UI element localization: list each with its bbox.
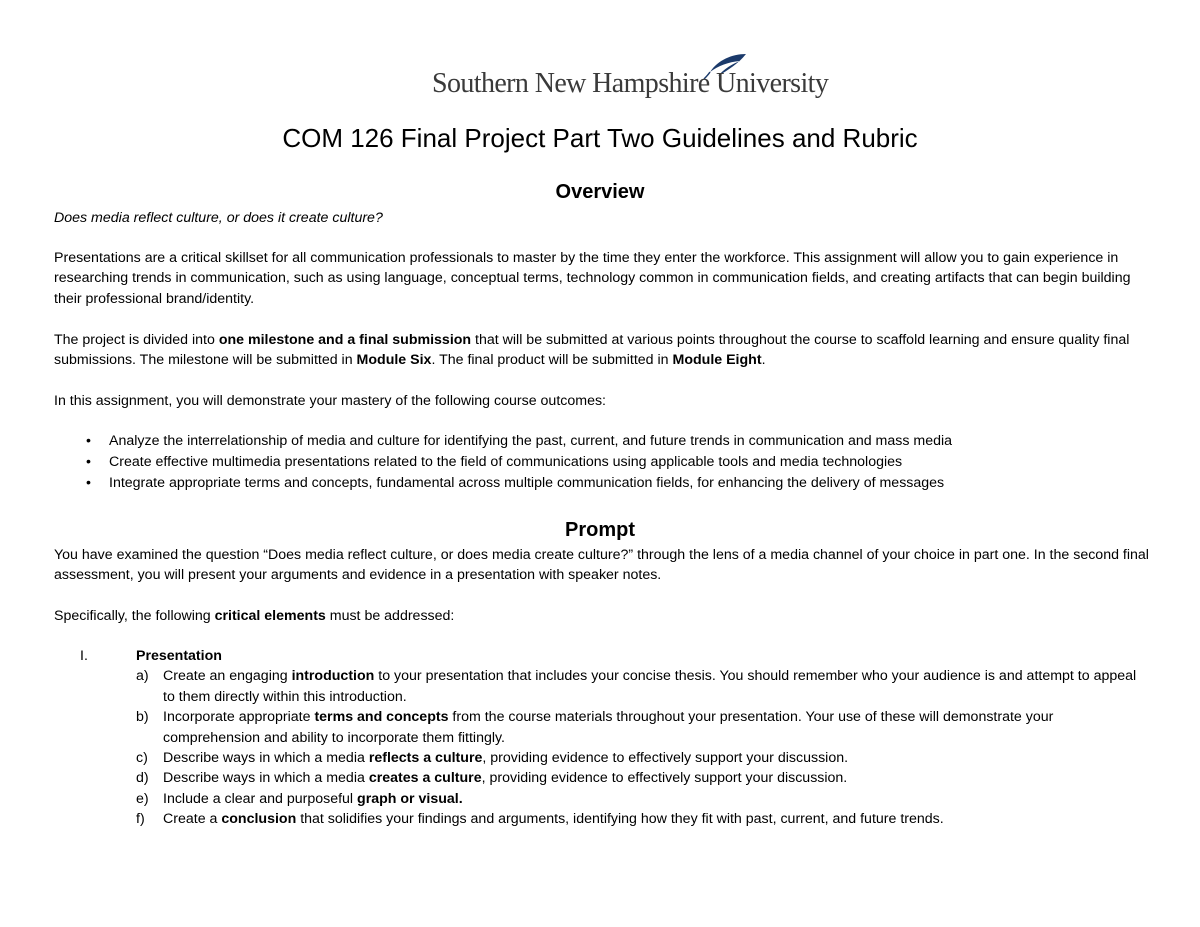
overview-heading: Overview <box>555 181 645 203</box>
prompt-paragraph-2: Specifically, the following critical elements must be addressed: <box>54 608 455 624</box>
logo-wordmark: Southern New Hampshire University <box>432 68 829 99</box>
item-letter: b) <box>136 709 149 726</box>
bullet-icon: • <box>86 475 91 492</box>
item-letter: d) <box>136 770 149 787</box>
overview-paragraph-2: The project is divided into one milestone and a final submission that will be submitted at various points throughout the course to scaffold learning and ensure quality final submissions. The milestone will be submitted in Module Six. The final product will be submitted in Module Eight. <box>54 332 1130 369</box>
university-logo <box>432 52 829 104</box>
outline-item: c) Describe ways in which a media reflects a culture, providing evidence to effectively support your discussion. <box>54 748 1143 768</box>
outline-section <box>54 646 1154 666</box>
section-label: Presentation <box>136 648 222 664</box>
bullet-icon: • <box>86 454 91 471</box>
page-title: COM 126 Final Project Part Two Guidelines and Rubric <box>282 123 918 153</box>
list-item: • Analyze the interrelationship of media and culture for identifying the past, current, and future trends in communication and mass media <box>54 431 1154 452</box>
item-letter: f) <box>136 811 145 828</box>
prompt-paragraph-1: You have examined the question “Does media reflect culture, or does media create culture?” through the lens of a media channel of your choice in part one. In the second final assessment, you will present your arguments and evidence in a presentation with speaker notes. <box>54 547 1149 584</box>
item-letter: a) <box>136 668 149 685</box>
overview-paragraph-3: In this assignment, you will demonstrate your mastery of the following course outcomes: <box>54 393 606 409</box>
prompt-heading: Prompt <box>565 519 635 541</box>
outline-item: b) Incorporate appropriate terms and concepts from the course materials throughout your presentation. Your use of these will demonstrate your comprehension and ability to incorporate them fittingly. <box>136 709 1054 746</box>
outline-item: f) Create a conclusion that solidifies your findings and arguments, identifying how they fit with past, current, and future trends. <box>54 809 1143 829</box>
course-outcomes-list <box>54 431 1154 495</box>
item-letter: e) <box>136 790 149 807</box>
bullet-icon: • <box>86 433 91 449</box>
roman-numeral: I. <box>80 648 88 664</box>
outline-item: a) Create an engaging introduction to your presentation that includes your concise thesis. You should remember who your audience is and attempt to appeal to them directly within this introduction. <box>136 668 1137 705</box>
outline-item: d) Describe ways in which a media creates a culture, providing evidence to effectively support your discussion. <box>54 768 1143 788</box>
overview-paragraph-1: Presentations are a critical skillset for all communication professionals to master by the time they enter the workforce. This assignment will allow you to gain experience in researching trends in communication, such as using language, conceptual terms, technology common in communication fields, and creating artifacts that can begin building their professional brand/identity. <box>54 250 1131 307</box>
list-item: • Create effective multimedia presentations related to the field of communications using applicable tools and media technologies <box>54 452 1154 473</box>
critical-elements-outline <box>54 646 1154 830</box>
outline-item: e) Include a clear and purposeful graph or visual. <box>54 789 1143 809</box>
overview-question: Does media reflect culture, or does it create culture? <box>54 210 383 226</box>
list-item: • Integrate appropriate terms and concepts, fundamental across multiple communication fields, for enhancing the delivery of messages <box>54 473 1154 494</box>
item-letter: c) <box>136 750 148 767</box>
